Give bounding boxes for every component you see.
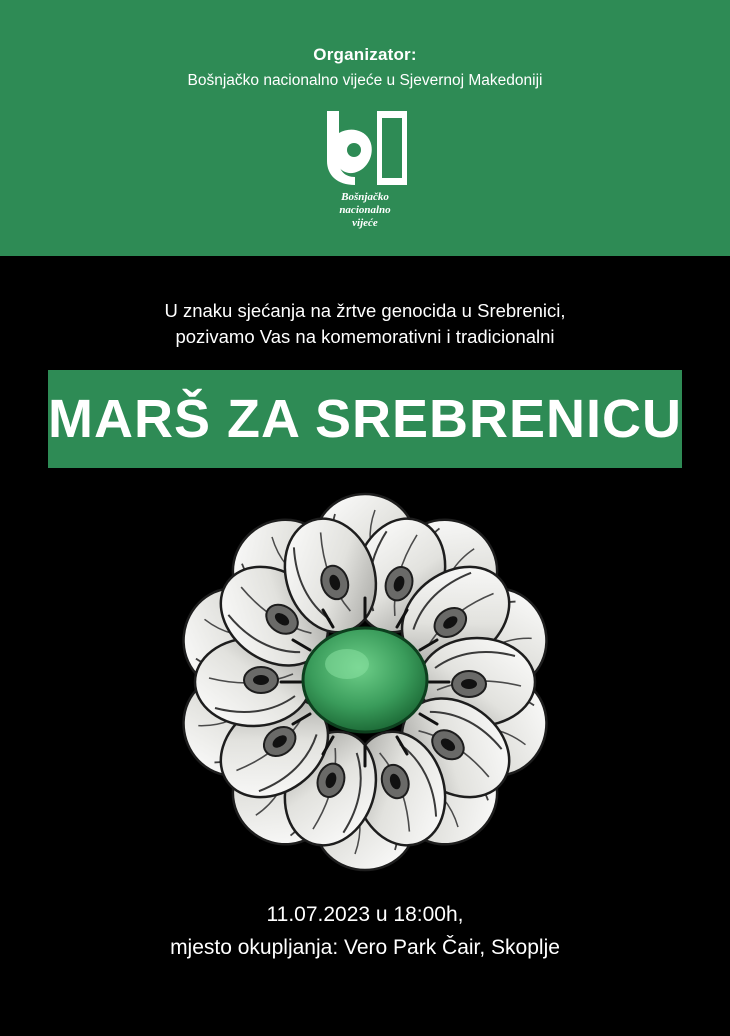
organizer-name: Bošnjačko nacionalno vijeće u Sjevernoj Makedoniji	[187, 72, 543, 90]
logo-text	[305, 191, 425, 229]
logo-mark-icon	[319, 109, 411, 187]
organizer-label: Organizator:	[313, 45, 417, 64]
event-details	[0, 900, 730, 964]
poster-header	[0, 0, 730, 256]
event-datetime: 11.07.2023 u 18:00h,	[266, 903, 464, 926]
intro-line-1: U znaku sjećanja na žrtve genocida u Srebrenici,	[164, 300, 566, 321]
logo-text-line3: vijeće	[352, 216, 378, 229]
intro-line-2: pozivamo Vas na komemorativni i tradicionalni	[175, 326, 555, 348]
intro-text	[0, 298, 730, 351]
logo-text-line1: Bošnjačko	[341, 191, 389, 204]
flower-illustration	[175, 492, 555, 872]
poster-title: MARŠ ZA SREBRENICU	[47, 389, 683, 449]
event-location: mjesto okupljanja: Vero Park Čair, Skoplje	[170, 936, 560, 960]
logo-text-line2: nacionalno	[339, 203, 391, 216]
title-banner	[48, 370, 682, 468]
organization-logo	[305, 109, 425, 229]
